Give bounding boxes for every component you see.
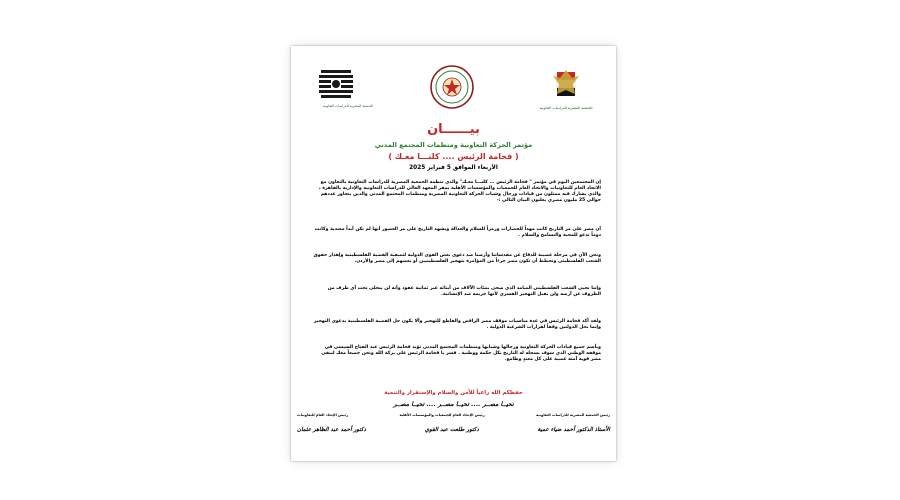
signatory-title: رئيس الجمعية المصرية للدراسات التعاونية	[536, 413, 610, 417]
paragraph-history: أن مصر على مر التاريخ كانت مهداً للحضارات ورمزاً للسلام والعدالة ويشهد التاريخ على مر العصور أنها لم تكن أبداً معتدية وكانت دوماً تدعو للمحبة والتسامح والسلام .	[314, 227, 601, 239]
signatory-name: الأستاذ الدكتور أحمد ضياء عمية	[537, 427, 610, 433]
conference-subtitle: مؤتمر الحركة التعاونية ومنظمات المجتمع المدني	[374, 141, 533, 149]
seal-emblem-icon	[429, 64, 475, 110]
conference-slogan: ( فخامة الرئيس .... كلنـــا معـك )	[388, 152, 519, 161]
paragraph-intro: إن المجتمعين اليوم في مؤتمر " فخامة الرئيس ... كلنـــا معـك" والذي تنظمه الجمعية المصرية للدراسات التعاونية بالتعاون مع الاتحاد العام للتعاونيات والاتحاد العام للجمعيات والمؤسسات الأهلية بمقر المعهد العالي للدراسات التعاونية والإدارية بالقاهرة ، والذي يشارك فيه ممثلون من قيادات ورجال وشباب الحركة التعاونية المصرية ومنظمات المجتمع المدني والذين يتجاوز عددهم حوالي 25 مليون مصري يعلنون البيان التالي :-	[318, 180, 601, 204]
signatory-name: دكتور أحمد عبد الظاهر عثمان	[297, 427, 367, 433]
logo-bar	[291, 64, 616, 109]
paragraph-palestinian-people: وإننا نحيي الشعب الفلسطيني الصامد الذي ضحى بمئات الآلاف من أبنائه عبر ثمانية عقود وأنه لن يتخلى تحت أي ظرف من الظروف عن أرضه ولن يقبل التهجير القسري لأنها جريمة ضد الإنسانية.	[327, 286, 601, 298]
closing-prayer: حفظكم الله راعياً للأمن والسلام والإستقرار والتنمية	[384, 390, 523, 396]
cooperative-union-logo	[313, 64, 373, 108]
statement-document	[291, 46, 616, 461]
signatory-names	[297, 427, 610, 433]
paragraph-president-position: ولقد أكد فخامة الرئيس في عدة مناسبات موقف مصر الرافض والقاطع للتهجير وألا يكون حل القضية الفلسطينية بدعوى التهجير وإنما بحل الدولتين وفقاً لقرارات الشرعية الدولية .	[313, 319, 601, 331]
paragraph-current-stage: ونحن الآن في مرحلة عصيبة للدفاع عن مقدساتنا وأرضنا ضد دعوى بعض القوى الدولية لتصفية القضية الفلسطينية وإهدار حقوق الشعب الفلسطيني وتخطط أن تكون مصر جزءاً من المؤامرة بتهجير الفلسطينيين أو بعضهم إلى مصر والأردن.	[313, 253, 601, 265]
signatory-title: رئيس الإتحاد العام للجمعيات والمؤسسات الأهلية	[399, 413, 485, 417]
closing-cheer: تحيــا مصــر .... تحيــا مصــر .... تحيــا مصــر	[393, 401, 514, 408]
paragraph-support: ويأسم جميع قيادات الحركة التعاونية ورجالها وشبابها ومنظمات المجتمع المدني نؤيد فخامة الرئيس عبد الفتاح السيسي في موقفه الوطني الذي سوف يسجله له التاريخ بكل حكمة ووطنية . فسر يا فخامة الرئيس على بركة الله ونحن جميعاً معك لتبقى مصر قوية آمنة عصية على كل معتدٍ وطامع.	[321, 345, 601, 363]
signatory-name: دكتور طلعت عبد القوي	[424, 427, 479, 433]
signatory-titles	[297, 413, 610, 417]
left-logo-caption: الجمعية المصرية للدراسات التعاونية	[322, 104, 373, 108]
signatory-title: رئيس الإتحاد العام للتعاونيات	[297, 413, 349, 417]
document-date: الأربعاء الموافق 5 فبراير 2025	[409, 165, 498, 171]
document-title: بيــــــان	[427, 122, 480, 137]
svg-text:الجمعية المصرية للدراسات التعا: الجمعية المصرية للدراسات التعاونية	[539, 106, 593, 110]
eagle-emblem-icon	[531, 64, 601, 112]
